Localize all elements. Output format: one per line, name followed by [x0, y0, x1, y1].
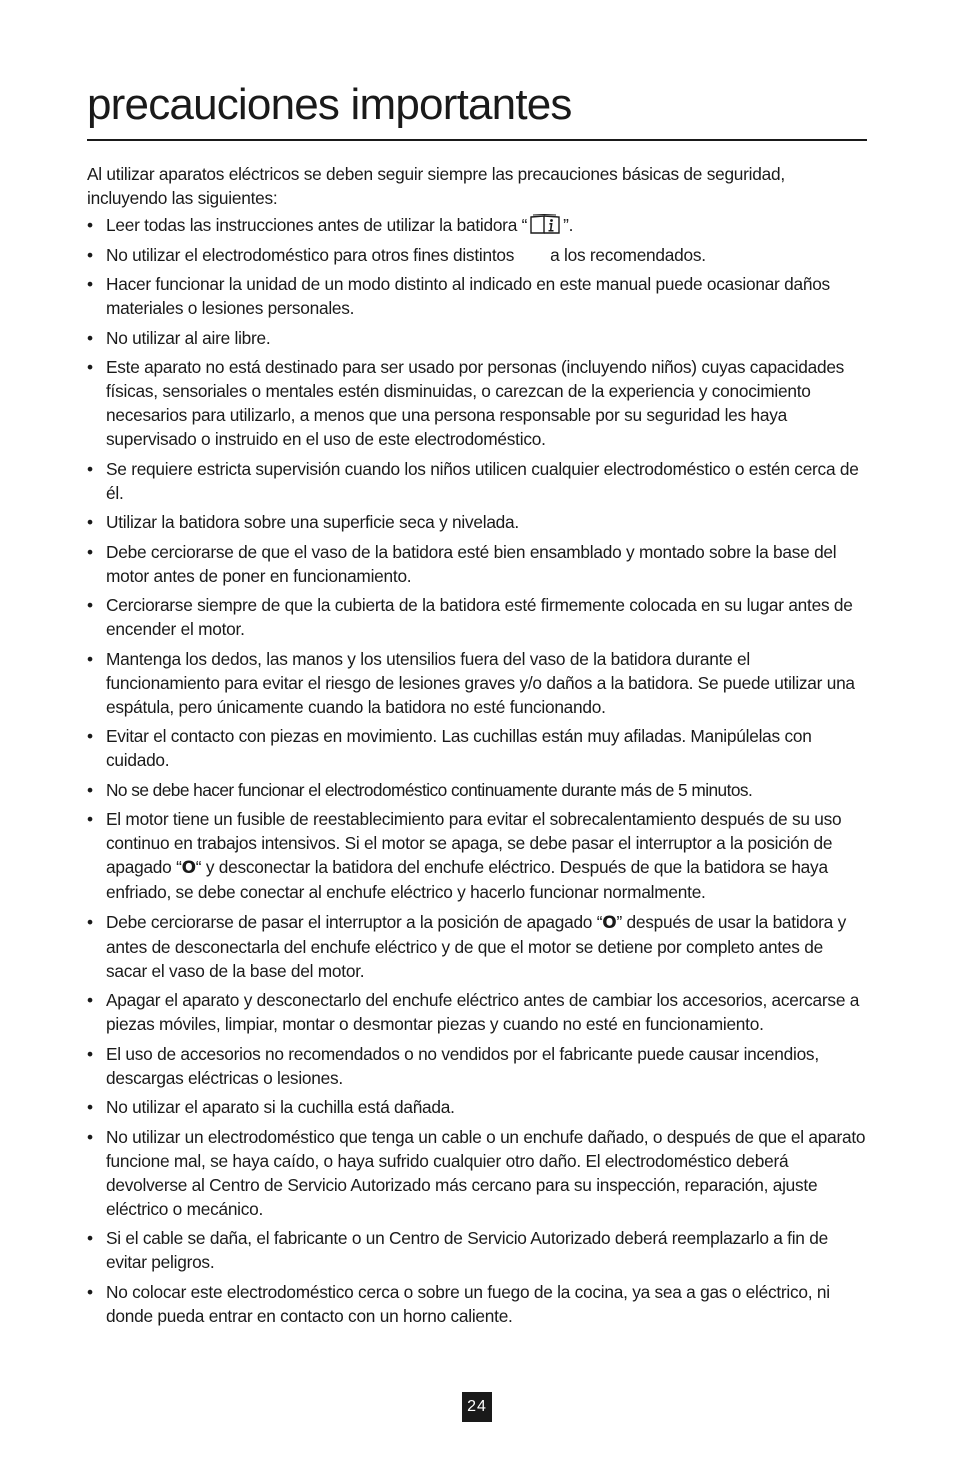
- list-item: [87, 510, 868, 534]
- bullet: •: [87, 541, 93, 562]
- page-title: precauciones importantes: [87, 80, 572, 129]
- bullet: •: [87, 911, 93, 932]
- list-item: [87, 457, 868, 505]
- item-text: El uso de accesorios no recomendados o no vendidos por el fabricante puede causar incendios, descargas eléctricas o lesiones.: [106, 1043, 819, 1088]
- item-text-after: a los recomendados.: [550, 244, 706, 265]
- bullet: •: [87, 990, 93, 1010]
- bullet: •: [87, 512, 93, 532]
- list-item: [87, 1042, 868, 1090]
- item-text-after: ” después de usar la batidora y antes de desconectarla del enchufe eléctrico y de que el motor se detiene por completo antes de sacar el vaso de la base del motor.: [106, 911, 846, 981]
- bullet: •: [87, 357, 93, 377]
- bullet: •: [87, 244, 93, 265]
- document-page: [87, 0, 868, 1333]
- item-text-after: “ y desconectar la batidora del enchufe eléctrico. Después de que la batidora se haya enfriado, se debe conectar al enchufe eléctrico y hacerlo funcionar normalmente.: [106, 857, 828, 902]
- off-symbol: O: [181, 858, 196, 878]
- item-text: Este aparato no está destinado para ser usado por personas (incluyendo niños) cuyas capacidades físicas, sensoriales o mentales estén disminuidas, o carezcan de la experiencia y conocimiento necesarios para utilizarlo, a menos que una persona responsable por su seguridad les haya supervisado o instruido en el uso de este electrodoméstico.: [106, 357, 845, 449]
- item-text: Utilizar la batidora sobre una superficie seca y nivelada.: [106, 512, 519, 532]
- list-item: [87, 910, 868, 983]
- list-item: [87, 1095, 868, 1119]
- item-text: El motor tiene un fusible de reestablecimiento para evitar el sobrecalentamiento después de su uso continuo en trabajos intensivos. Si el motor se apaga, se debe pasar el interruptor a la posición de apagado “: [106, 809, 842, 877]
- list-item: [87, 540, 868, 588]
- intro-paragraph: Al utilizar aparatos eléctricos se deben seguir siempre las precauciones básicas de seguridad, incluyendo las siguientes:: [87, 164, 785, 208]
- bullet: •: [87, 779, 93, 800]
- item-text: No se debe hacer funcionar el electrodoméstico continuamente durante más de 5 minutos.: [106, 779, 753, 800]
- list-item: [87, 593, 868, 641]
- item-text: No utilizar el electrodoméstico para otros fines distintos: [106, 244, 515, 265]
- item-text: Mantenga los dedos, las manos y los utensilios fuera del vaso de la batidora durante el funcionamiento para evitar el riesgo de lesiones graves y/o daños a la batidora. Se puede utilizar una espátula, pero únicamente cuando la batidora no esté funcionando.: [106, 648, 855, 717]
- list-item: [87, 272, 868, 320]
- bullet: •: [87, 1228, 93, 1248]
- book-info-icon: [528, 213, 562, 235]
- precautions-list: [87, 213, 868, 1328]
- bullet: •: [87, 809, 93, 829]
- list-item: [87, 778, 868, 802]
- item-text: Si el cable se daña, el fabricante o un Centro de Servicio Autorizado deberá reemplazarlo a fin de evitar peligros.: [106, 1228, 828, 1272]
- item-text-after: ”.: [563, 215, 574, 235]
- item-text: No utilizar el aparato si la cuchilla está dañada.: [106, 1097, 455, 1117]
- list-item: [87, 355, 868, 451]
- item-text: Apagar el aparato y desconectarlo del enchufe eléctrico antes de cambiar los accesorios, acercarse a piezas móviles, limpiar, montar o desmontar piezas y cuando no esté en funcionamiento.: [106, 990, 860, 1034]
- bullet: •: [87, 1281, 93, 1302]
- title-rule: [87, 139, 867, 141]
- bullet: •: [87, 726, 93, 746]
- page-number: 24: [462, 1392, 492, 1422]
- item-text: Cerciorarse siempre de que la cubierta de la batidora esté firmemente colocada en su lugar antes de encender el motor.: [106, 595, 853, 639]
- item-text: No utilizar al aire libre.: [106, 327, 271, 348]
- list-item: [87, 647, 868, 719]
- list-item: [87, 1125, 868, 1221]
- list-item: [87, 724, 868, 772]
- list-item: [87, 243, 868, 267]
- list-item: [87, 1280, 868, 1328]
- bullet: •: [87, 215, 93, 235]
- off-symbol: O: [602, 912, 617, 933]
- bullet: •: [87, 1097, 93, 1117]
- list-item: [87, 807, 868, 904]
- item-text: Debe cerciorarse de pasar el interruptor a la posición de apagado “: [106, 911, 603, 932]
- list-item: [87, 213, 868, 237]
- list-item: [87, 988, 868, 1036]
- bullet: •: [87, 1043, 93, 1064]
- bullet: •: [87, 595, 93, 615]
- bullet: •: [87, 648, 93, 669]
- item-text: Debe cerciorarse de que el vaso de la batidora esté bien ensamblado y montado sobre la base del motor antes de poner en funcionamiento.: [106, 541, 837, 586]
- item-text: Hacer funcionar la unidad de un modo distinto al indicado en este manual puede ocasionar daños materiales o lesiones personales.: [106, 274, 830, 318]
- item-text: Leer todas las instrucciones antes de utilizar la batidora “: [106, 215, 528, 235]
- list-item: [87, 1226, 868, 1274]
- item-text: No utilizar un electrodoméstico que tenga un cable o un enchufe dañado, o después de que el aparato funcione mal, se haya caído, o haya sufrido cualquier otro daño. El electrodoméstico deberá devolverse al Centro de Servicio Autorizado más cercano para su inspección, reparación, ajuste eléctrico o mecánico.: [106, 1126, 866, 1219]
- bullet: •: [87, 274, 93, 294]
- bullet: •: [87, 1126, 93, 1147]
- item-text: No colocar este electrodoméstico cerca o sobre un fuego de la cocina, ya sea a gas o eléctrico, ni donde pueda entrar en contacto con un horno caliente.: [106, 1281, 830, 1326]
- bullet: •: [87, 458, 93, 479]
- item-text: Se requiere estricta supervisión cuando los niños utilicen cualquier electrodoméstico o estén cerca de él.: [106, 458, 859, 503]
- bullet: •: [87, 327, 93, 348]
- list-item: [87, 326, 868, 350]
- item-text: Evitar el contacto con piezas en movimiento. Las cuchillas están muy afiladas. Manipúlelas con cuidado.: [106, 726, 812, 770]
